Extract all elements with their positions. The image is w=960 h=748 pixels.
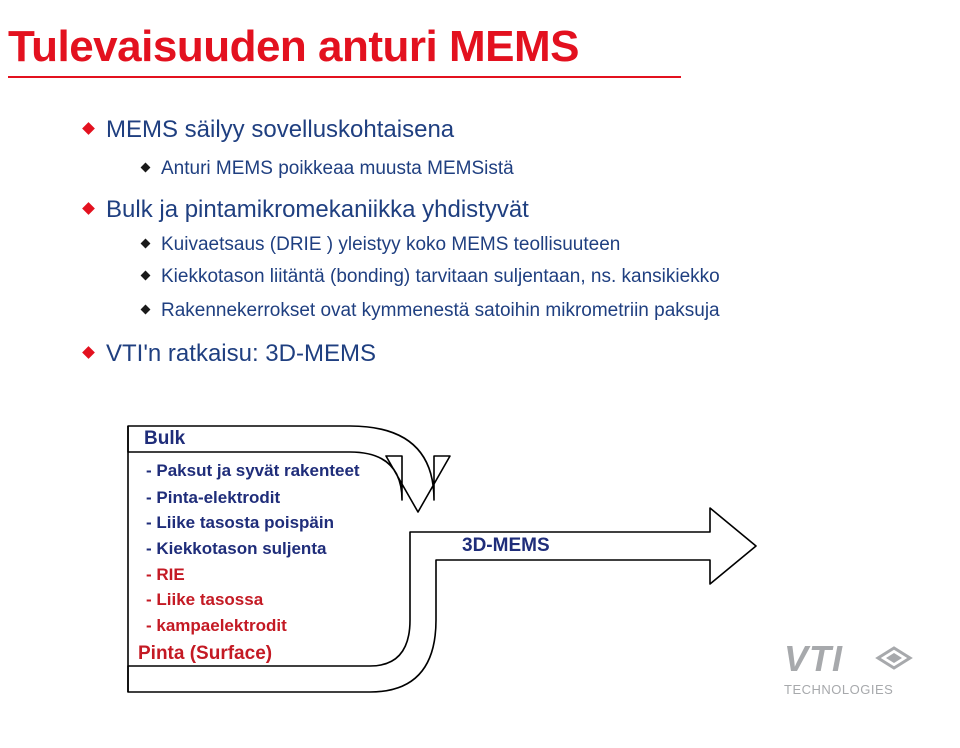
surface-item: - Liike tasossa	[146, 590, 264, 609]
result-label-3d-mems: 3D-MEMS	[462, 535, 550, 556]
bullet-text: Kuivaetsaus (DRIE ) yleistyy koko MEMS teollisuuteen	[161, 234, 621, 255]
logo-subtitle: TECHNOLOGIES	[784, 682, 894, 697]
bulk-item: - Kiekkotason suljenta	[146, 539, 327, 558]
surface-heading: Pinta (Surface)	[138, 643, 273, 664]
bullet-text: Bulk ja pintamikromekaniikka yhdistyvät	[106, 196, 529, 223]
bullet-text: Rakennekerrokset ovat kymmenestä satoihin mikrometriin paksuja	[161, 300, 720, 321]
vti-logo	[780, 638, 920, 700]
logo-wordmark: VTI	[784, 638, 844, 679]
bulk-item: - Paksut ja syvät rakenteet	[146, 461, 360, 480]
bullet-text: VTI'n ratkaisu: 3D-MEMS	[106, 340, 376, 367]
surface-item: - kampaelektrodit	[146, 616, 287, 635]
bullet-text: Anturi MEMS poikkeaa muusta MEMSistä	[161, 158, 514, 179]
slide-title: Tulevaisuuden anturi MEMS	[8, 22, 579, 71]
surface-item: - RIE	[146, 565, 185, 584]
bulk-heading: Bulk	[144, 428, 186, 449]
bullet-text: MEMS säilyy sovelluskohtaisena	[106, 116, 455, 143]
bullet-text: Kiekkotason liitäntä (bonding) tarvitaan suljentaan, ns. kansikiekko	[161, 266, 720, 287]
bulk-item: - Liike tasosta poispäin	[146, 513, 334, 532]
bulk-item: - Pinta-elektrodit	[146, 488, 281, 507]
logo-emblem-icon	[874, 644, 914, 674]
